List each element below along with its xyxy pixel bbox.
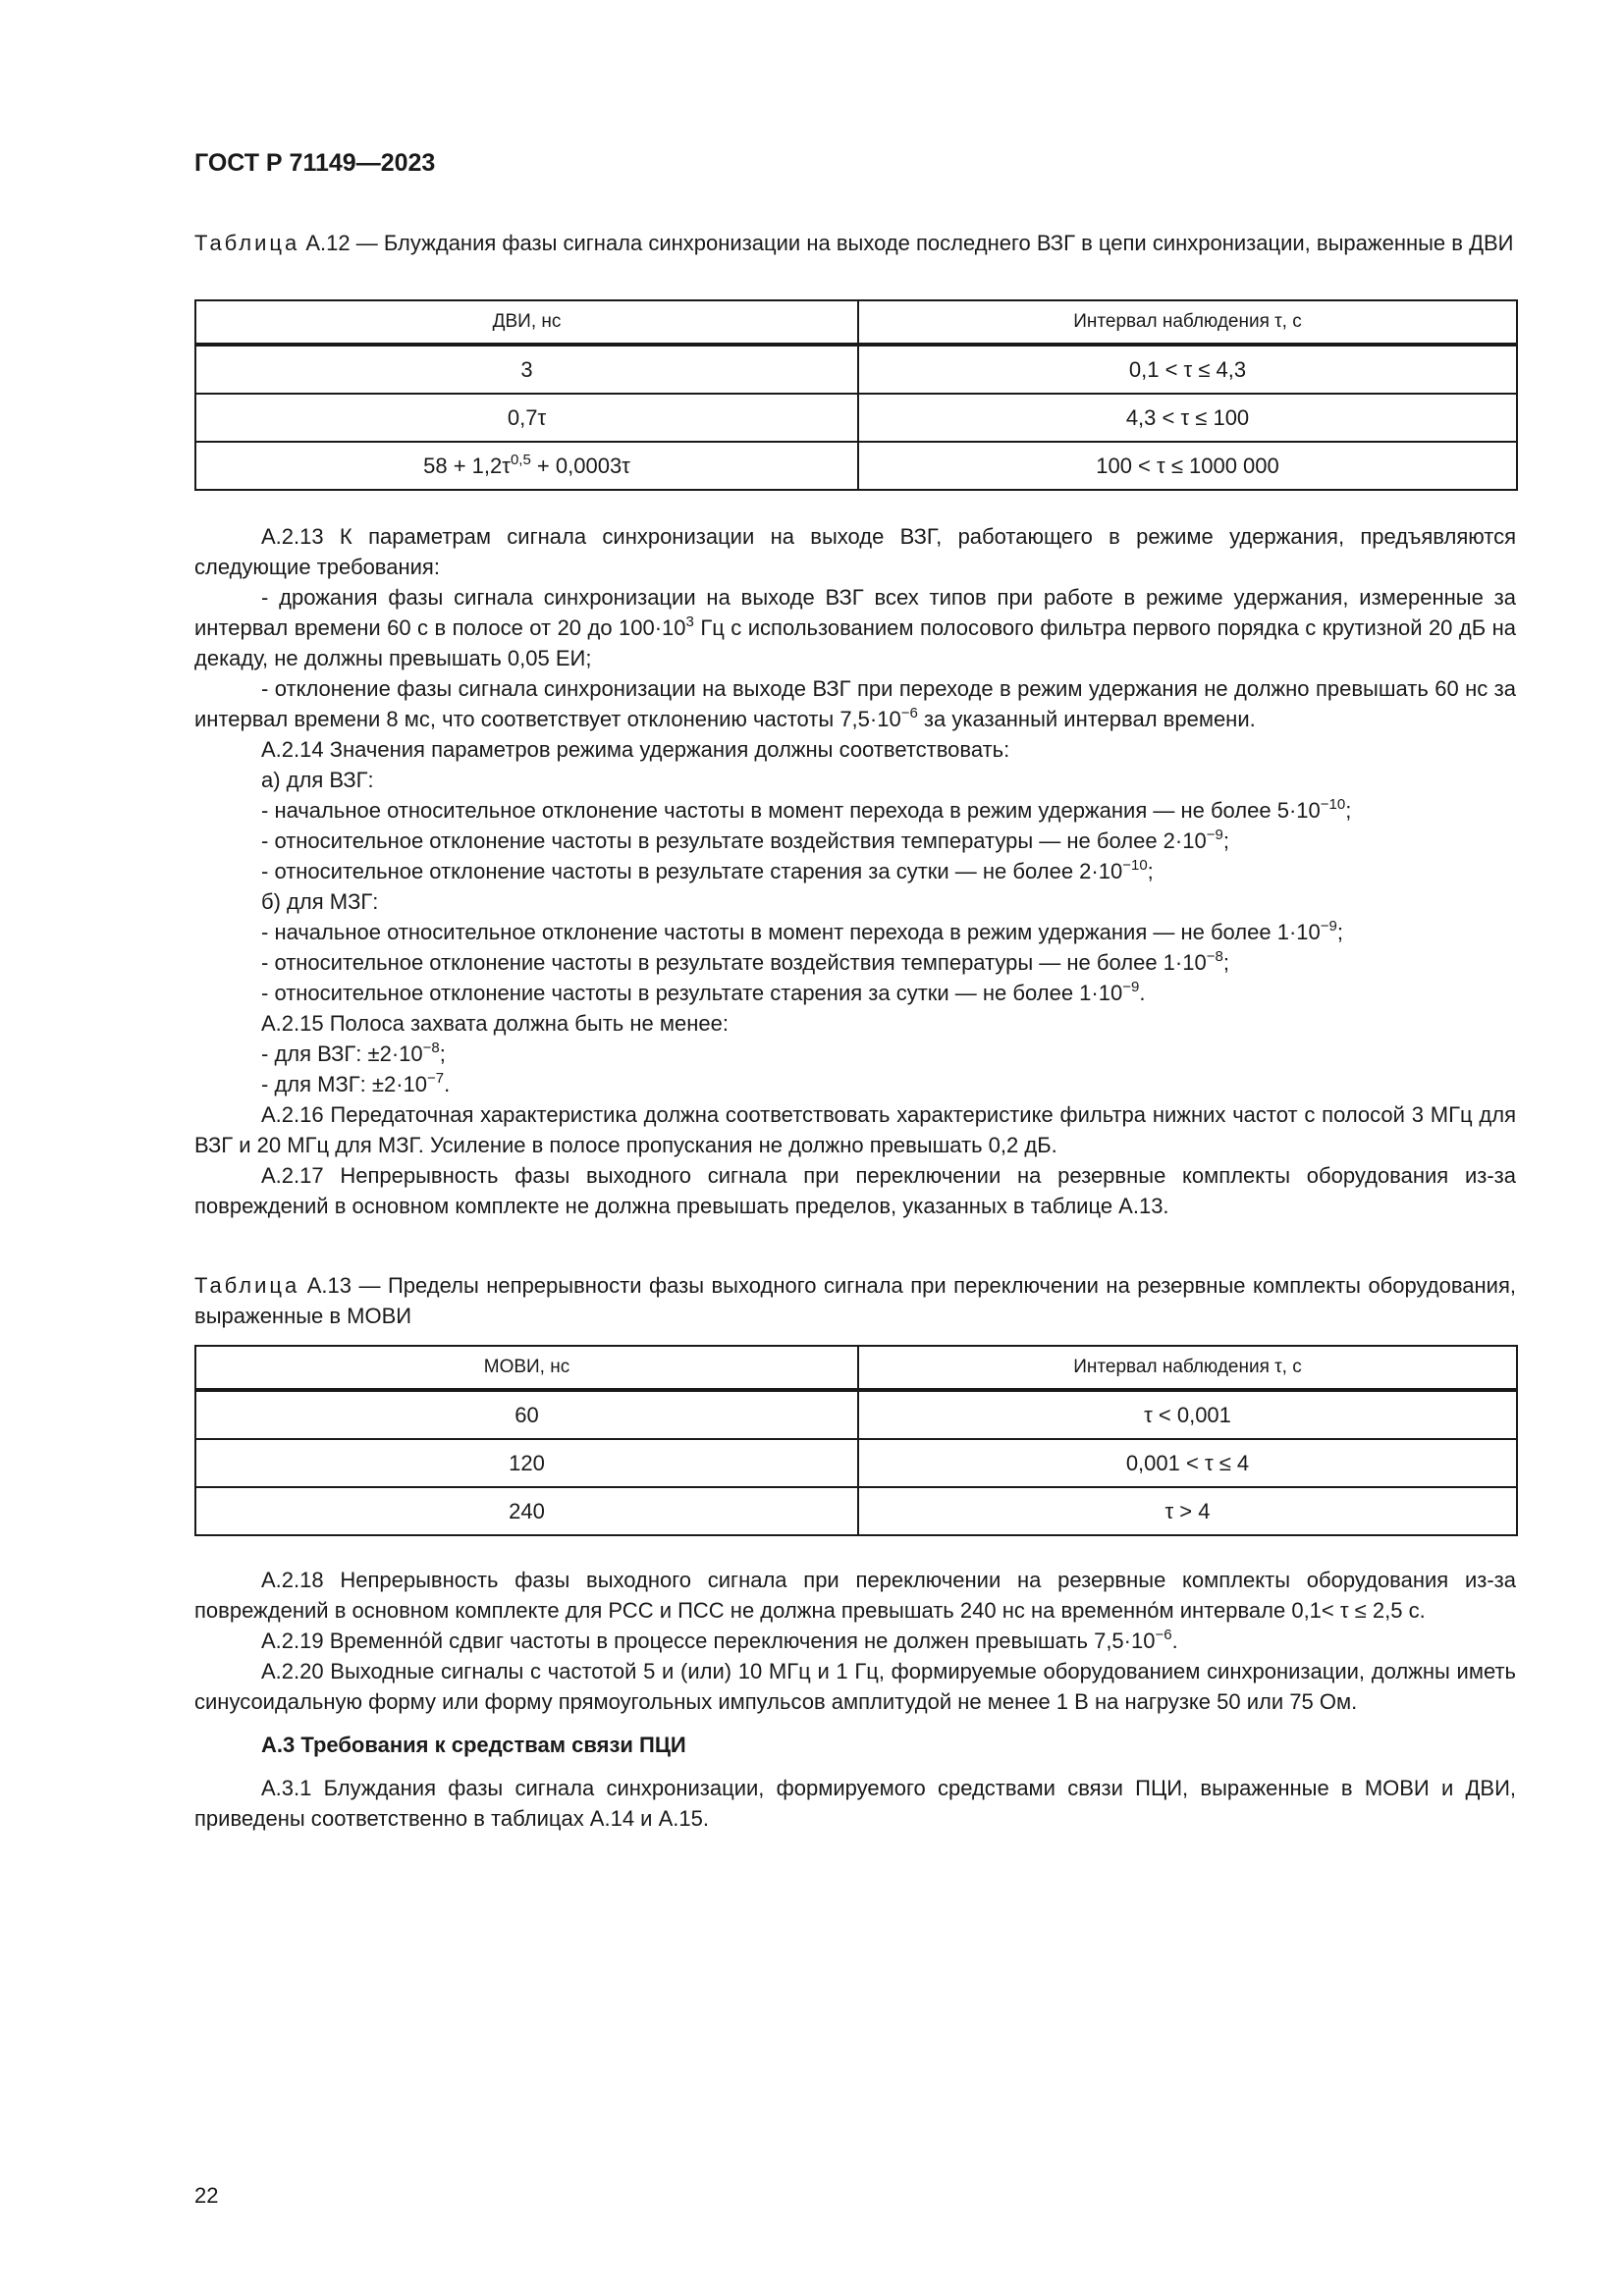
- list-label-a: а) для ВЗГ:: [261, 768, 374, 792]
- table-row: [195, 442, 1517, 490]
- table-cell: 60: [195, 1390, 858, 1439]
- table-header-cell: Интервал наблюдения τ, с: [858, 300, 1517, 345]
- table-header-cell: ДВИ, нс: [195, 300, 858, 345]
- paragraph-a2-17: А.2.17 Непрерывность фазы выходного сигнала при переключении на резервные комплекты оборудования из-за повреждений в основном комплекте не должна превышать пределов, указанных в таблице А.13.: [194, 1163, 1516, 1218]
- caption-text: А.13 — Пределы непрерывности фазы выходного сигнала при переключении на резервные комплекты оборудования, выраженные в МОВИ: [194, 1273, 1516, 1328]
- table-header-row: [195, 300, 1517, 345]
- table-cell: τ < 0,001: [858, 1390, 1517, 1439]
- table-cell: 100 < τ ≤ 1000 000: [858, 442, 1517, 490]
- table-row: [195, 394, 1517, 442]
- list-item: - начальное относительное отклонение частоты в момент перехода в режим удержания — не более $5\cdot 10^{-10}$;: [261, 796, 1352, 823]
- caption-label: Таблица: [194, 1273, 300, 1298]
- list-label-b: б) для МЗГ:: [261, 889, 379, 914]
- table-a13-caption: [194, 1270, 1516, 1331]
- table-cell: 3: [195, 345, 858, 394]
- paragraph-a2-19: А.2.19 Временно́й сдвиг частоты в процессе переключения не должен превышать $7,5\cdot 10^{-6}$.: [261, 1627, 1178, 1653]
- list-item: - относительное отклонение частоты в результате воздействия температуры — не более $2\cdot 10^{-9}$;: [261, 827, 1229, 853]
- section-a2-18-a3: [194, 1565, 1516, 1834]
- paragraph-a2-18: А.2.18 Непрерывность фазы выходного сигнала при переключении на резервные комплекты оборудования из-за повреждений в основном комплекте для РСС и ПСС не должна превышать 240 нс на временно́м интервале 0,1< τ ≤ 2,5 с.: [194, 1568, 1516, 1623]
- table-a12-caption: [194, 228, 1516, 258]
- paragraph-a2-13-item-2: - отклонение фазы сигнала синхронизации на выходе ВЗГ при переходе в режим удержания не должно превышать 60 нс за интервал времени 8 мс, что соответствует отклонению частоты $7,5\cdot 10^{-6}$ за указанный интервал времени.: [194, 676, 1516, 731]
- table-cell: 4,3 < τ ≤ 100: [858, 394, 1517, 442]
- list-item: - относительное отклонение частоты в результате старения за сутки — не более $1\cdot 10^{-9}$.: [261, 979, 1146, 1005]
- section-a2-13-17: [194, 521, 1516, 1221]
- page-number: 22: [194, 2183, 219, 2208]
- list-item: - относительное отклонение частоты в результате воздействия температуры — не более $1\cdot 10^{-8}$;: [261, 948, 1229, 975]
- document-header: ГОСТ Р 71149—2023: [194, 149, 436, 177]
- table-row: [195, 345, 1517, 394]
- table-header-cell: МОВИ, нс: [195, 1346, 858, 1390]
- table-row: [195, 1487, 1517, 1535]
- paragraph-a2-13-item-1: - дрожания фазы сигнала синхронизации на выходе ВЗГ всех типов при работе в режиме удержания, измеренные за интервал времени 60 с в полосе от 20 до $100\cdot 10^3$ Гц с использованием полосового фильтра первого порядка с крутизной 20 дБ на декаду, не должны превышать 0,05 ЕИ;: [194, 585, 1516, 670]
- list-item: - для ВЗГ: $\pm 2\cdot 10^{-8}$;: [261, 1040, 446, 1066]
- paragraph-a2-20: А.2.20 Выходные сигналы с частотой 5 и (или) 10 МГц и 1 Гц, формируемые оборудованием синхронизации, должны иметь синусоидальную форму или форму прямоугольных импульсов амплитудой не менее 1 В на нагрузке 50 или 75 Ом.: [194, 1659, 1516, 1714]
- table-cell: 0,001 < τ ≤ 4: [858, 1439, 1517, 1487]
- paragraph-a2-16: А.2.16 Передаточная характеристика должна соответствовать характеристике фильтра нижних частот с полосой 3 МГц для ВЗГ и 20 МГц для МЗГ. Усиление в полосе пропускания не должно превышать 0,2 дБ.: [194, 1102, 1516, 1157]
- paragraph-a2-13: А.2.13 К параметрам сигнала синхронизации на выходе ВЗГ, работающего в режиме удержания, предъявляются следующие требования:: [194, 524, 1516, 579]
- cell-superscript: 0,5: [510, 451, 531, 468]
- table-a13: [194, 1345, 1518, 1536]
- paragraph-a2-15: А.2.15 Полоса захвата должна быть не менее:: [261, 1011, 729, 1036]
- table-cell: 240: [195, 1487, 858, 1535]
- cell-text: 58 + 1,2τ: [423, 453, 511, 478]
- table-cell: τ > 4: [858, 1487, 1517, 1535]
- paragraph-a3-1: А.3.1 Блуждания фазы сигнала синхронизации, формируемого средствами связи ПЦИ, выраженные в МОВИ и ДВИ, приведены соответственно в таблицах А.14 и А.15.: [194, 1776, 1516, 1831]
- table-cell: 0,1 < τ ≤ 4,3: [858, 345, 1517, 394]
- paragraph-a2-14: А.2.14 Значения параметров режима удержания должны соответствовать:: [261, 737, 1010, 762]
- list-item: - относительное отклонение частоты в результате старения за сутки — не более $2\cdot 10^{-10}$;: [261, 857, 1154, 883]
- table-cell: 0,7τ: [195, 394, 858, 442]
- table-header-row: [195, 1346, 1517, 1390]
- table-cell: 120: [195, 1439, 858, 1487]
- cell-text: + 0,0003τ: [530, 453, 630, 478]
- table-row: [195, 1439, 1517, 1487]
- list-item: - начальное относительное отклонение частоты в момент перехода в режим удержания — не более $1\cdot 10^{-9}$;: [261, 918, 1343, 944]
- table-a12: [194, 299, 1518, 491]
- table-header-cell: Интервал наблюдения τ, с: [858, 1346, 1517, 1390]
- list-item: - для МЗГ: $\pm 2\cdot 10^{-7}$.: [261, 1070, 451, 1096]
- caption-label: Таблица: [194, 231, 300, 255]
- section-heading-a3: А.3 Требования к средствам связи ПЦИ: [261, 1733, 686, 1757]
- table-row: [195, 1390, 1517, 1439]
- table-cell: [195, 442, 858, 490]
- caption-text: А.12 — Блуждания фазы сигнала синхронизации на выходе последнего ВЗГ в цепи синхронизации, выраженные в ДВИ: [299, 231, 1514, 255]
